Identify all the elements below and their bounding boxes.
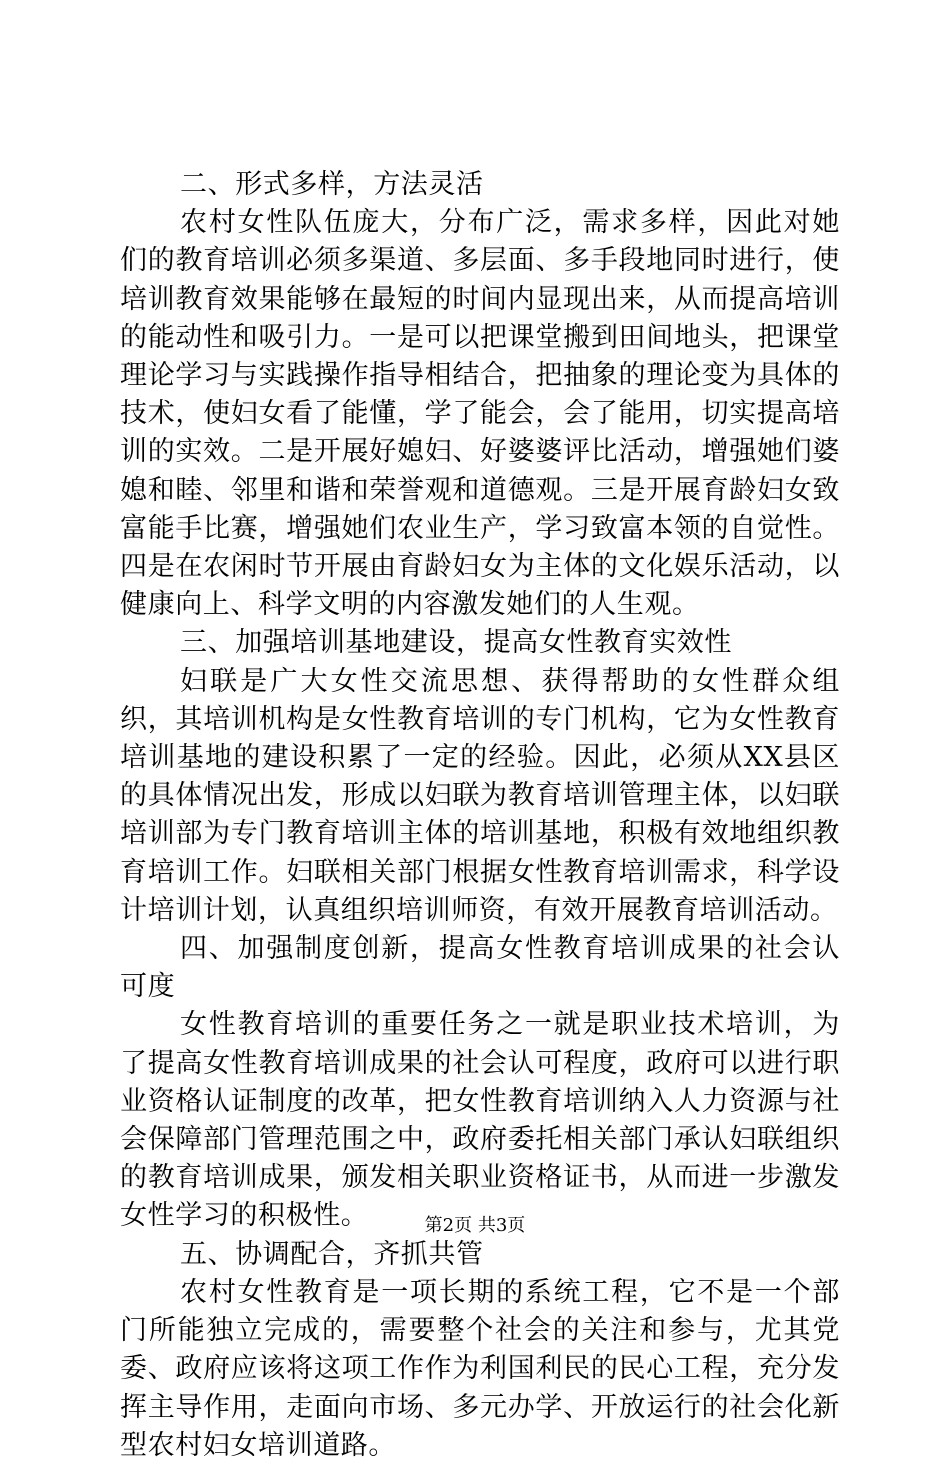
body-paragraph: 女性教育培训的重要任务之一就是职业技术培训，为了提高女性教育培训成果的社会认可程度，政府可以进行职业资格认证制度的改革，把女性教育培训纳入人力资源与社会保障部门管理范围之中，政府委托相关部门承认妇联组织的教育培训成果，颁发相关职业资格证书，从而进一步激发女性学习的积极性。 — [120, 1009, 840, 1232]
section-heading-2: 二、形式多样，方法灵活 — [180, 169, 484, 200]
page-number-footer: 第2页 共3页 — [424, 1215, 526, 1236]
body-paragraph: 妇联是广大女性交流思想、获得帮助的女性群众组织，其培训机构是女性教育培训的专门机构，它为女性教育培训基地的建设积累了一定的经验。因此，必须从XX县区的具体情况出发，形成以妇联为教育培训管理主体，以妇联培训部为专门教育培训主体的培训基地，积极有效地组织教育培训工作。妇联相关部门根据女性教育培训需求，科学设计培训计划，认真组织培训师资，有效开展教育培训活动。 — [120, 665, 840, 926]
body-paragraph: 农村女性队伍庞大，分布广泛，需求多样，因此对她们的教育培训必须多渠道、多层面、多手段地同时进行，使培训教育效果能够在最短的时间内显现出来，从而提高培训的能动性和吸引力。一是可以把课堂搬到田间地头，把课堂理论学习与实践操作指导相结合，把抽象的理论变为具体的技术，使妇女看了能懂，学了能会，会了能用，切实提高培训的实效。二是开展好媳妇、好婆婆评比活动，增强她们婆媳和睦、邻里和谐和荣誉观和道德观。三是开展育龄妇女致富能手比赛，增强她们农业生产，学习致富本领的自觉性。四是在农闲时节开展由育龄妇女为主体的文化娱乐活动，以健康向上、科学文明的内容激发她们的人生观。 — [120, 207, 840, 621]
section-heading-3: 三、加强培训基地建设，提高女性教育实效性 — [180, 627, 732, 659]
document-body — [120, 166, 840, 1465]
section-heading-4: 四、加强制度创新，提高女性教育培训成果的社会认可度 — [120, 933, 840, 1003]
body-paragraph: 农村女性教育是一项长期的系统工程，它不是一个部门所能独立完成的，需要整个社会的关注和参与，尤其党委、政府应该将这项工作作为利国利民的民心工程，充分发挥主导作用，走面向市场、多元办学、开放运行的社会化新型农村妇女培训道路。 — [120, 1276, 840, 1461]
section-heading-5: 五、协调配合，齐抓共管 — [180, 1238, 484, 1270]
